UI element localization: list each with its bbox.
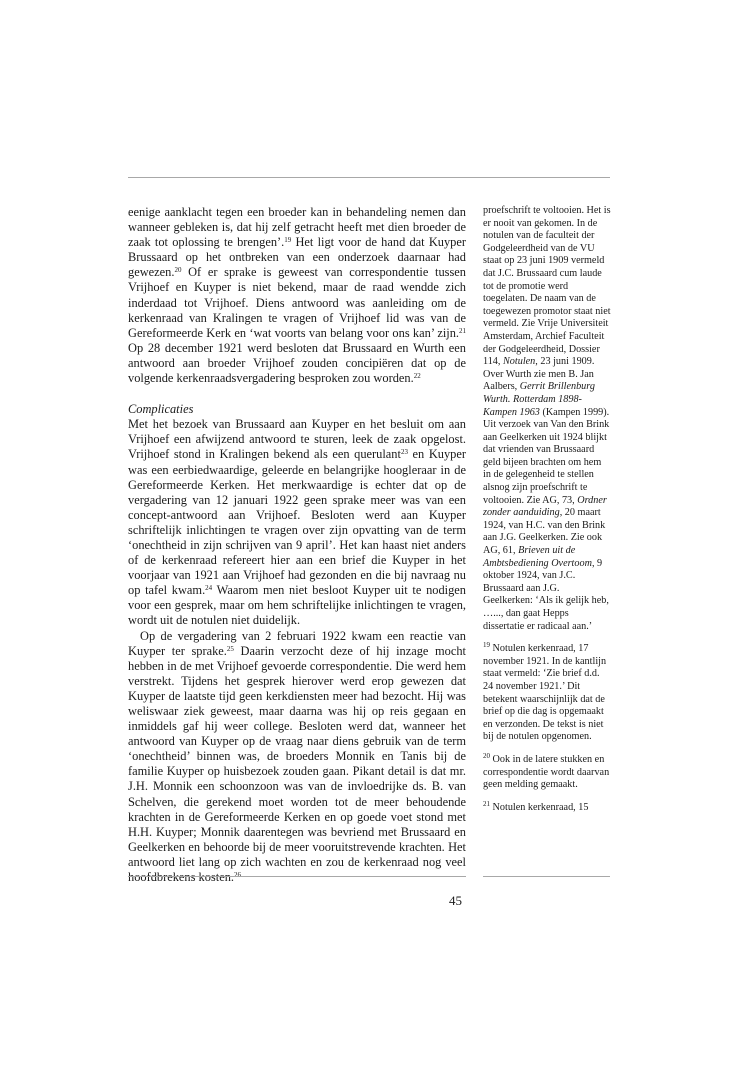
footnote-column (483, 205, 611, 824)
bottom-rule-main (128, 876, 466, 877)
bottom-rule-notes (483, 876, 610, 877)
page-number: 45 (449, 893, 462, 908)
body-paragraph: Op de vergadering van 2 februari 1922 kwam een reactie van Kuyper ter sprake.$^{25}$ Daarin verzocht deze of hij inzage mocht hebben in de met Vrijhoef gevoerde correspondentie. Die werd hem verstrekt. Tijdens het gesprek hierover werd erop gewezen dat Kuyper de laatste tijd geen kerkdiensten meer had bezocht. Hij was weliswaar ziek geweest, maar daarna was hij op reis gegaan en inmiddels gaf hij weer college. Besloten werd dat, wanneer het antwoord van Kuyper op de vraag naar diens gebruik van de term ‘onechtheid’ binnen was, de broeders Monnik en Tanis bij de familie Kuyper op huisbezoek zouden gaan. Pikant detail is dat mr. J.H. Monnik een schoonzoon was van de invloedrijke ds. B. van Schelven, die gerekend moet worden tot de meer behoudende krachten in de Gereformeerde Kerken en op goede voet stond met H.H. Kuyper; Monnik daarentegen was bevriend met Brussaard en Geelkerken en behoorde bij de meer vooruitstrevende krachten. Het antwoord liet lang op zich wachten en zou de kerkenraad nog veel hoofdbrekens kosten.$^{26}$ (128, 628, 466, 885)
footnote-ref[interactable]: 23 (400, 448, 408, 457)
footnote-number: 19 (483, 641, 490, 650)
body-paragraph: eenige aanklacht tegen een broeder kan in behandeling nemen dan wanneer gebleken is, dat hij zelf getracht heeft met dien broeder de zaak tot oplossing te brengen’.$^{19}$ Het ligt voor de hand dat Kuyper Brussaard op het ontbreken van een onderzoek daarnaar had gewezen.$^{20}$ Of er sprake is geweest van correspondentie tussen Vrijhoef en Kuyper is niet bekend, maar de raad wendde zich inderdaad tot Vrijhoef. Diens antwoord was aanleiding om de kerkenraad van Kralingen te vragen of Vrijhoef lid was van de Gereformeerde Kerk en ‘wat voorts van belang voor ons kan’ zijn.$^{21}$ Op 28 december 1921 werd besloten dat Brussaard en Wurth een antwoord aan broeder Vrijhoef zouden concipiëren dat op de volgende kerkenraadsvergadering besproken zou worden.$^{22}$ (128, 205, 467, 386)
footnote-ref[interactable]: 19 (284, 236, 292, 245)
footnote-20: $^{20}$ Ook in de latere stukken en correspondentie wordt daarvan geen melding gemaakt. (483, 751, 610, 791)
footnote-ref[interactable]: 24 (205, 584, 213, 593)
section-heading: Complicaties (128, 402, 194, 417)
footnote-ref[interactable]: 22 (413, 372, 421, 381)
footnote-number: 20 (483, 751, 490, 760)
footnote-19: $^{19}$ Notulen kerkenraad, 17 november 1921. In de kantlijn staat vermeld: ‘Zie brief d.d. 24 november 1921.’ Dit betekent waarschijnlijk dat de brief op die dag is opgemaakt en verzonden. De tekst is niet bij de notulen opgenomen. (483, 641, 607, 743)
top-rule (128, 177, 610, 178)
body-paragraph: Met het bezoek van Brussaard aan Kuyper en het besluit om aan Vrijhoef een afwijzend antwoord te sturen, leek de zaak opgelost. Vrijhoef stond in Kralingen bekend als een querulant$^{23}$ en Kuyper was een eerbiedwaardige, geleerde en belangrijke hoogleraar in de Gereformeerde Kerken. Het merkwaardige is echter dat op de vergadering van 12 januari 1922 geen sprake meer was van een concept-antwoord aan Vrijhoef. Besloten werd aan Kuyper schriftelijk inlichtingen te vragen over zijn opvatting van de term ‘onechtheid in zijn schrijven van 9 april’. Het kan haast niet anders of de kerkenraad refereert hier aan een brief die Kuyper in het voorjaar van 1921 aan Vrijhoef had gezonden en die bij navraag nu op tafel kwam.$^{24}$ Waarom men niet besloot Kuyper uit te nodigen voor een gesprek, maar om hem schriftelijke inlichtingen te vragen, wordt uit de notulen niet duidelijk. (128, 417, 466, 628)
footnote-ref[interactable]: 25 (226, 644, 234, 653)
footnote-ref[interactable]: 20 (174, 266, 182, 275)
footnote-21: $^{21}$ Notulen kerkenraad, 15 (483, 799, 589, 813)
footnote-ref[interactable]: 26 (234, 871, 241, 880)
footnote-ref[interactable]: 21 (459, 326, 466, 335)
main-text-column (128, 205, 466, 885)
footnote-number: 21 (483, 799, 490, 808)
footnote-continued: proefschrift te voltooien. Het is er nooit van gekomen. In de notulen van de faculteit der Godgeleerdheid van de VU staat op 23 juni 1909 vermeld dat J.C. Brussaard cum laude tot de promotie werd toegelaten. De naam van de toegewezen promotor staat niet vermeld. Zie Vrije Universiteit Amsterdam, Archief Faculteit der Godgeleerdheid, Dossier 114, Notulen, 23 juni 1909. Over Wurth zie men B. Jan Aalbers, Gerrit Brillenburg Wurth. Rotterdam 1898-Kampen 1963 (Kampen 1999). Uit verzoek van Van den Brink aan Geelkerken uit 1924 blijkt dat vrienden van Brussaard geld bijeen brachten om hem in de gelegenheid te stellen alsnog zijn proefschrift te voltooien. Zie AG, 73, Ordner zonder aanduiding, 20 maart 1924, van H.C. van den Brink aan J.G. Geelkerken. Zie ook AG, 61, Brieven uit de Ambtsbediening Overtoom, 9 oktober 1924, van J.C. Brussaard aan J.G. Geelkerken: ‘Als ik gelijk heb, …..., dan gaat Hepps dissertatie er radicaal aan.’ (483, 205, 611, 632)
